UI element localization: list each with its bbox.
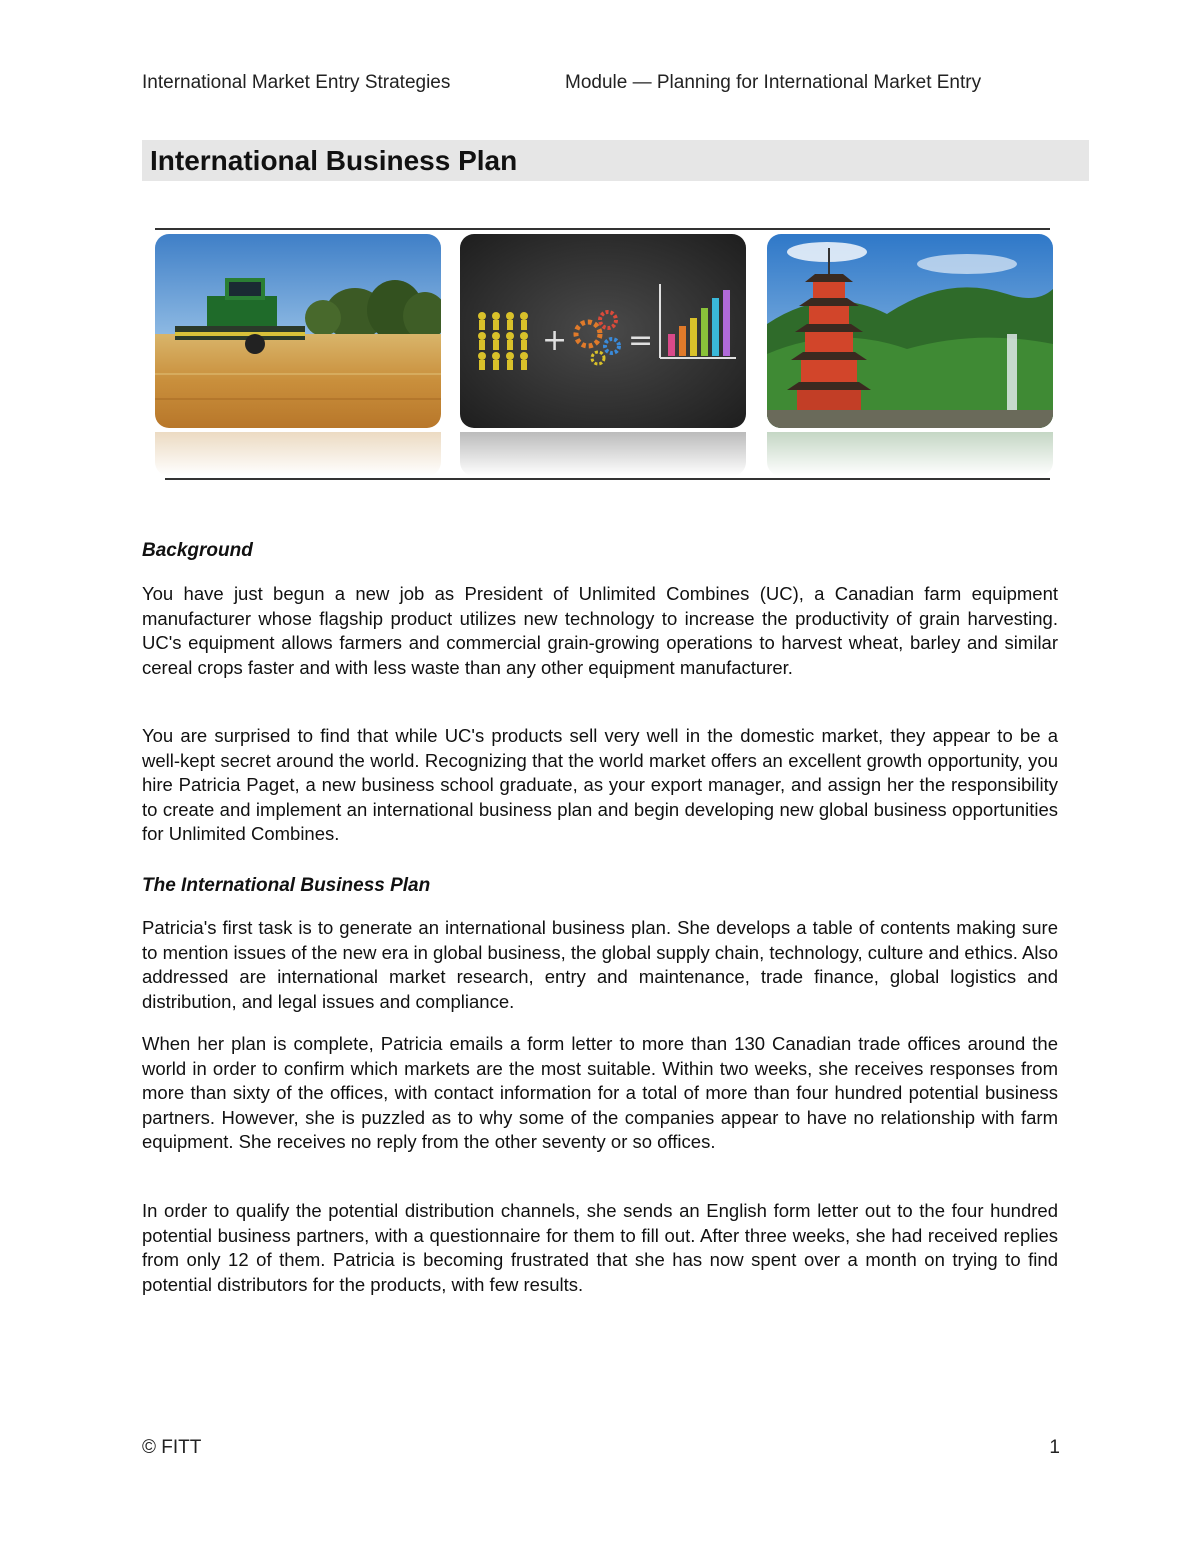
- chalkboard-growth-image: [460, 234, 746, 428]
- pagoda-landscape-image: [767, 234, 1053, 428]
- section-heading-business-plan: The International Business Plan: [142, 875, 431, 896]
- running-header-course: International Market Entry Strategies: [142, 72, 451, 93]
- footer-copyright: © FITT: [142, 1437, 202, 1458]
- page-number: 1: [1049, 1437, 1060, 1458]
- divider-top: [155, 228, 1050, 230]
- page-title: International Business Plan: [142, 140, 1089, 181]
- background-paragraph-1: You have just begun a new job as President of Unlimited Combines (UC), a Canadian farm equipment manufacturer whose flagship product utilizes new technology to increase the productivity of grain harvesting. UC's equipment allows farmers and commercial grain-growing operations to harvest wheat, barley and similar cereal crops faster and with less waste than any other equipment manufacturer.: [142, 583, 1058, 678]
- combine-harvester-image: [155, 234, 441, 428]
- svg-text:=: =: [628, 323, 654, 358]
- plan-paragraph-2: When her plan is complete, Patricia emails a form letter to more than 130 Canadian trade offices around the world in order to confirm which markets are the most suitable. Within two weeks, she receives responses from more than sixty of the offices, with contact information for a total of more than four hundred potential business partners. However, she is puzzled as to why some of the companies appear to have no relationship with farm equipment. She receives no reply from the other seventy or so offices.: [142, 1033, 1058, 1152]
- chalkboard-growth-reflection: [460, 432, 746, 476]
- section-heading-background: Background: [142, 540, 253, 561]
- running-header-module: Module — Planning for International Market Entry: [565, 72, 982, 93]
- pagoda-landscape-reflection: [767, 432, 1053, 476]
- svg-text:+: +: [542, 323, 568, 358]
- combine-harvester-reflection: [155, 432, 441, 476]
- plan-paragraph-3: In order to qualify the potential distribution channels, she sends an English form letter out to the four hundred potential business partners, with a questionnaire for them to fill out. After three weeks, she had received replies from only 12 of them. Patricia is becoming frustrated that she has now spent over a month on trying to find potential distributors for the products, with few results.: [142, 1200, 1058, 1295]
- background-paragraph-2: You are surprised to find that while UC's products sell very well in the domestic market, they appear to be a well-kept secret around the world. Recognizing that the world market offers an excellent growth opportunity, you hire Patricia Paget, a new business school graduate, as your export manager, and assign her the responsibility to create and implement an international business plan and begin developing new global business opportunities for Unlimited Combines.: [142, 725, 1058, 844]
- plan-paragraph-1: Patricia's first task is to generate an international business plan. She develops a table of contents making sure to mention issues of the new era in global business, the global supply chain, technology, culture and ethics. Also addressed are international market research, entry and maintenance, trade finance, global logistics and distribution, and legal issues and compliance.: [142, 917, 1058, 1012]
- divider-bottom: [165, 478, 1050, 480]
